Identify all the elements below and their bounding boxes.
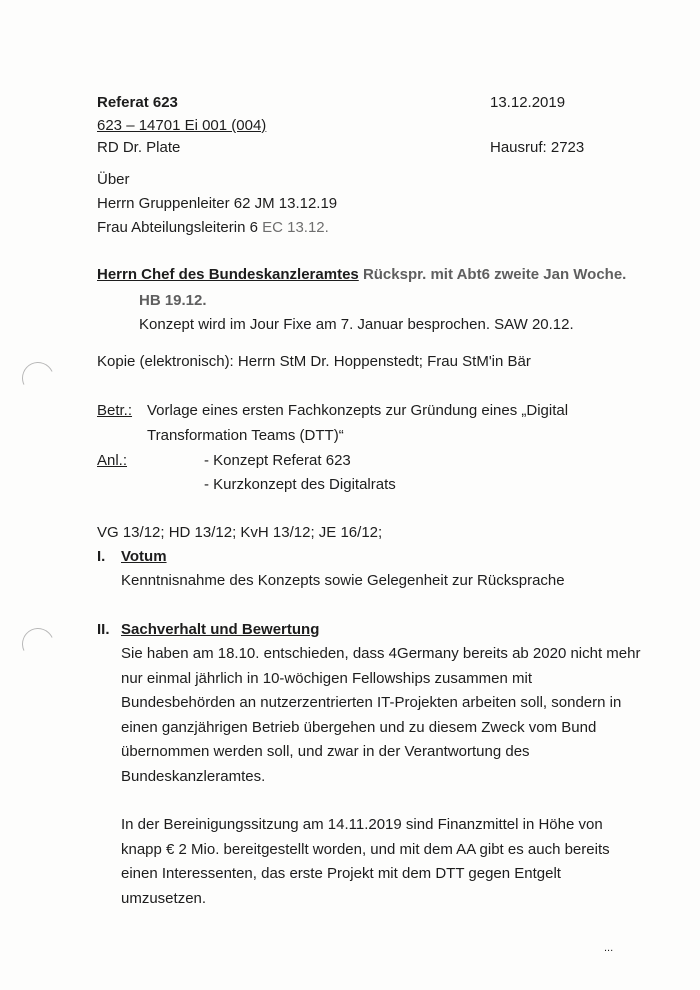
paragraph-line: Bundesbehörden an nutzerzentrierten IT-Projekten arbeiten soll, sondern in xyxy=(121,694,622,711)
recipient-line xyxy=(97,266,626,283)
handwritten-initials: JM 13.12.19 xyxy=(254,195,338,212)
paragraph-line: In der Bereinigungssitzung am 14.11.2019 sind Finanzmittel in Höhe von xyxy=(121,816,603,833)
routing-line-gruppenleiter xyxy=(97,195,337,212)
paragraph-line: einen ganzjährigen Betrieb übergehen und zu diesem Zweck vom Bund xyxy=(121,718,597,736)
handwritten-initials: EC 13.12. xyxy=(262,219,329,236)
anlagen-label: Anl.: xyxy=(97,452,128,469)
paragraph-line: nur einmal jährlich in 10-wöchigen Fellowships zusammen mit xyxy=(121,669,533,687)
betreff-label: Betr.: xyxy=(97,402,133,419)
kopie-line: Kopie (elektronisch): Herrn StM Dr. Hoppenstedt; Frau StM'in Bär xyxy=(97,353,531,370)
section-title: Sachverhalt und Bewertung xyxy=(121,621,320,638)
punch-hole-mark xyxy=(17,357,58,398)
vg-line: VG 13/12; HD 13/12; KvH 13/12; JE 16/12; xyxy=(97,524,383,541)
anlage-item: - Kurzkonzept des Digitalrats xyxy=(204,476,396,493)
referat-label: Referat 623 xyxy=(97,94,178,111)
paragraph-line: Bundeskanzleramtes. xyxy=(121,767,266,785)
paragraph-line: knapp € 2 Mio. bereitgestellt worden, und mit dem AA gibt es auch bereits xyxy=(121,840,610,858)
anlage-item: - Konzept Referat 623 xyxy=(204,452,351,469)
section-number: I. xyxy=(97,548,106,565)
paragraph-line: übernommen werden soll, und zwar in der Verantwortung des xyxy=(121,743,530,760)
paragraph-line: Sie haben am 18.10. entschieden, dass 4Germany bereits ab 2020 nicht mehr xyxy=(121,645,641,662)
routing-line-abteilungsleiterin xyxy=(97,219,329,236)
betreff-text: Vorlage eines ersten Fachkonzepts zur Gründung eines „Digital xyxy=(147,402,569,419)
routing-recipient: Herrn Gruppenleiter 62 xyxy=(97,195,251,212)
author: RD Dr. Plate xyxy=(97,139,181,156)
betreff-text: Transformation Teams (DTT)“ xyxy=(147,427,344,444)
routing-recipient: Frau Abteilungsleiterin 6 xyxy=(97,219,258,236)
punch-hole-mark xyxy=(17,623,58,664)
hausruf: Hausruf: 2723 xyxy=(490,139,585,156)
ueber-label: Über xyxy=(97,171,130,188)
document-date: 13.12.2019 xyxy=(490,94,566,111)
handwritten-note: Konzept wird im Jour Fixe am 7. Januar besprochen. SAW 20.12. xyxy=(139,316,574,333)
recipient-label: Herrn Chef des Bundeskanzleramtes xyxy=(97,266,359,283)
paragraph xyxy=(121,813,610,911)
section-title: Votum xyxy=(121,548,167,565)
section-number: II. xyxy=(97,621,110,638)
continuation-marker: ... xyxy=(604,942,614,954)
handwritten-note: HB 19.12. xyxy=(139,292,207,309)
section-text: Kenntnisnahme des Konzepts sowie Gelegenheit zur Rücksprache xyxy=(121,572,565,589)
paragraph-line: einen Interessenten, das erste Projekt mit dem DTT gegen Entgelt xyxy=(121,865,561,882)
aktenzeichen: 623 – 14701 Ei 001 (004) xyxy=(97,117,267,134)
paragraph-line: umzusetzen. xyxy=(121,889,207,907)
paragraph xyxy=(121,642,641,789)
handwritten-note: Rückspr. mit Abt6 zweite Jan Woche. xyxy=(362,266,627,283)
